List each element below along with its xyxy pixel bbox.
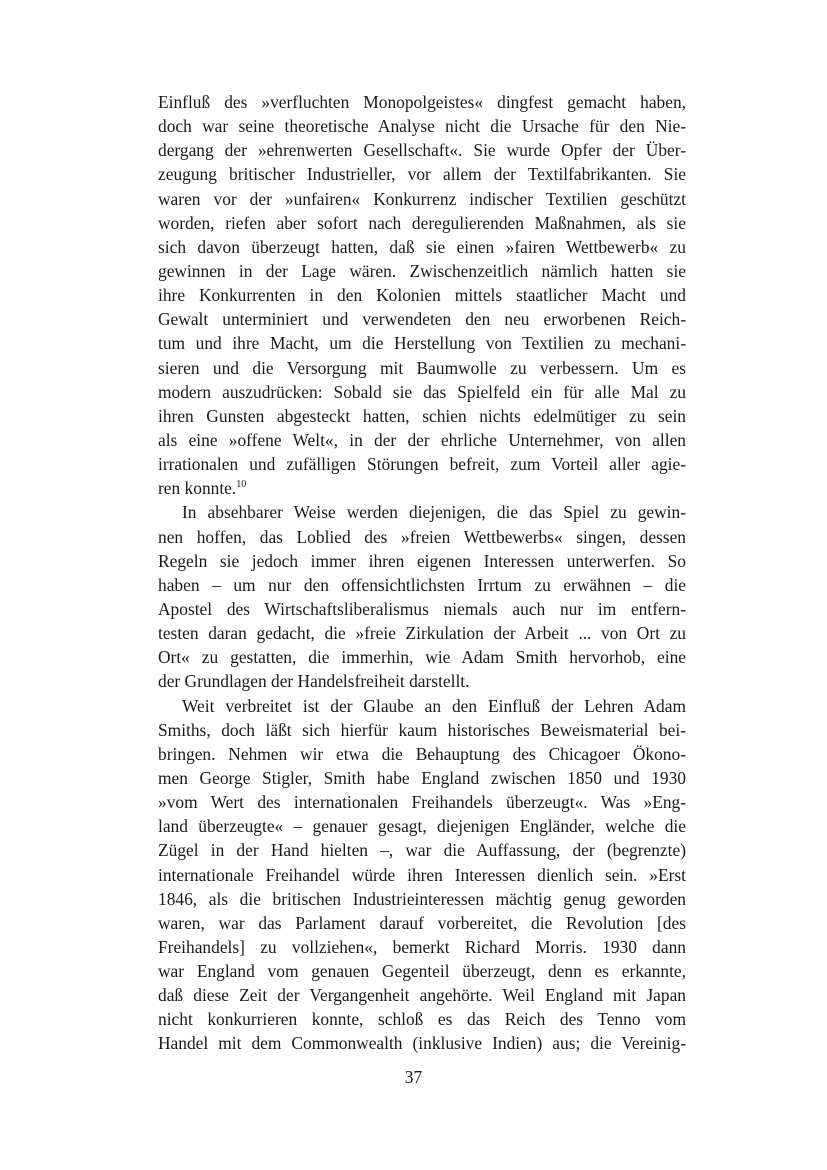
page-number: 37 xyxy=(404,1067,423,1087)
text-line: waren, war das Parlament darauf vorbereitet, die Revolution [des xyxy=(158,912,686,933)
paragraph xyxy=(158,90,686,500)
footnote-reference: 10 xyxy=(236,479,247,491)
paragraph xyxy=(158,694,686,1056)
text-line: Apostel des Wirtschaftsliberalismus niemals auch nur im entfern- xyxy=(158,598,686,619)
text-line: der Grundlagen der Handelsfreiheit darstellt. xyxy=(158,671,470,692)
text-line: Handel mit dem Commonwealth (inklusive Indien) aus; die Vereinig- xyxy=(158,1033,686,1054)
text-line: ihren Gunsten abgesteckt hatten, schien nichts edelmütiger zu sein xyxy=(158,405,686,426)
text-line: Regeln sie jedoch immer ihren eigenen Interessen unterwerfen. So xyxy=(158,550,686,571)
text-line: In absehbarer Weise werden diejenigen, die das Spiel zu gewin- xyxy=(182,502,686,523)
text-line: ihre Konkurrenten in den Kolonien mittels staatlicher Macht und xyxy=(158,285,686,306)
text-line: internationale Freihandel würde ihren Interessen dienlich sein. »Erst xyxy=(158,864,686,885)
text-line: als eine »offene Welt«, in der der ehrliche Unternehmer, von allen xyxy=(158,429,686,450)
text-line: Weit verbreitet ist der Glaube an den Einfluß der Lehren Adam xyxy=(182,695,686,716)
text-line: gewinnen in der Lage wären. Zwischenzeitlich nämlich hatten sie xyxy=(158,260,686,281)
text-line: dergang der »ehrenwerten Gesellschaft«. Sie wurde Opfer der Über- xyxy=(158,140,686,161)
text-line: daß diese Zeit der Vergangenheit angehörte. Weil England mit Japan xyxy=(158,985,686,1006)
text-line: ren konnte.$^{10}$ xyxy=(158,478,247,499)
text-line: Gewalt unterminiert und verwendeten den neu erworbenen Reich- xyxy=(158,309,686,330)
text-line: zeugung britischer Industrieller, vor allem der Textilfabrikanten. Sie xyxy=(158,164,686,185)
text-line: Freihandels] zu vollziehen«, bemerkt Richard Morris. 1930 dann xyxy=(158,936,686,957)
text-line: irrationalen und zufälligen Störungen befreit, zum Vorteil aller agie- xyxy=(158,454,686,475)
text-line: men George Stigler, Smith habe England zwischen 1850 und 1930 xyxy=(158,767,686,788)
text-line: waren vor der »unfairen« Konkurrenz indischer Textilien geschützt xyxy=(158,188,686,209)
text-line: land überzeugte« – genauer gesagt, diejenigen Engländer, welche die xyxy=(158,816,686,837)
text-line: modern auszudrücken: Sobald sie das Spielfeld ein für alle Mal zu xyxy=(158,381,686,402)
text-line: doch war seine theoretische Analyse nicht die Ursache für den Nie- xyxy=(158,116,686,137)
text-line: bringen. Nehmen wir etwa die Behauptung des Chicagoer Ökono- xyxy=(158,743,686,764)
text-line: haben – um nur den offensichtlichsten Irrtum zu erwähnen – die xyxy=(158,574,686,595)
text-line: sich davon überzeugt hatten, daß sie einen »fairen Wettbewerb« zu xyxy=(158,236,686,257)
text-line: war England vom genauen Gegenteil überzeugt, denn es erkannte, xyxy=(158,961,686,982)
text-line: tum und ihre Macht, um die Herstellung von Textilien zu mechani- xyxy=(158,333,686,354)
text-line: Zügel in der Hand hielten –, war die Auffassung, der (begrenzte) xyxy=(158,840,686,861)
text-line: sieren und die Versorgung mit Baumwolle zu verbessern. Um es xyxy=(158,357,686,378)
text-line: testen daran gedacht, die »freie Zirkulation der Arbeit ... von Ort zu xyxy=(158,623,686,644)
paragraph xyxy=(158,500,686,693)
text-line: nicht konkurrieren konnte, schloß es das Reich des Tenno vom xyxy=(158,1009,686,1030)
text-line: 1846, als die britischen Industrieinteressen mächtig genug geworden xyxy=(158,888,686,909)
text-line: Einfluß des »verfluchten Monopolgeistes« dingfest gemacht haben, xyxy=(158,92,686,112)
text-line: Smiths, doch läßt sich hierfür kaum historisches Beweismaterial bei- xyxy=(158,719,686,740)
text-line: nen hoffen, das Loblied des »freien Wettbewerbs« singen, dessen xyxy=(158,526,686,547)
text-line: Ort« zu gestatten, die immerhin, wie Adam Smith hervorhob, eine xyxy=(158,647,686,668)
body-text xyxy=(158,90,686,1056)
text-line: »vom Wert des internationalen Freihandels überzeugt«. Was »Eng- xyxy=(158,792,686,813)
text-line: worden, riefen aber sofort nach deregulierenden Maßnahmen, als sie xyxy=(158,212,686,233)
